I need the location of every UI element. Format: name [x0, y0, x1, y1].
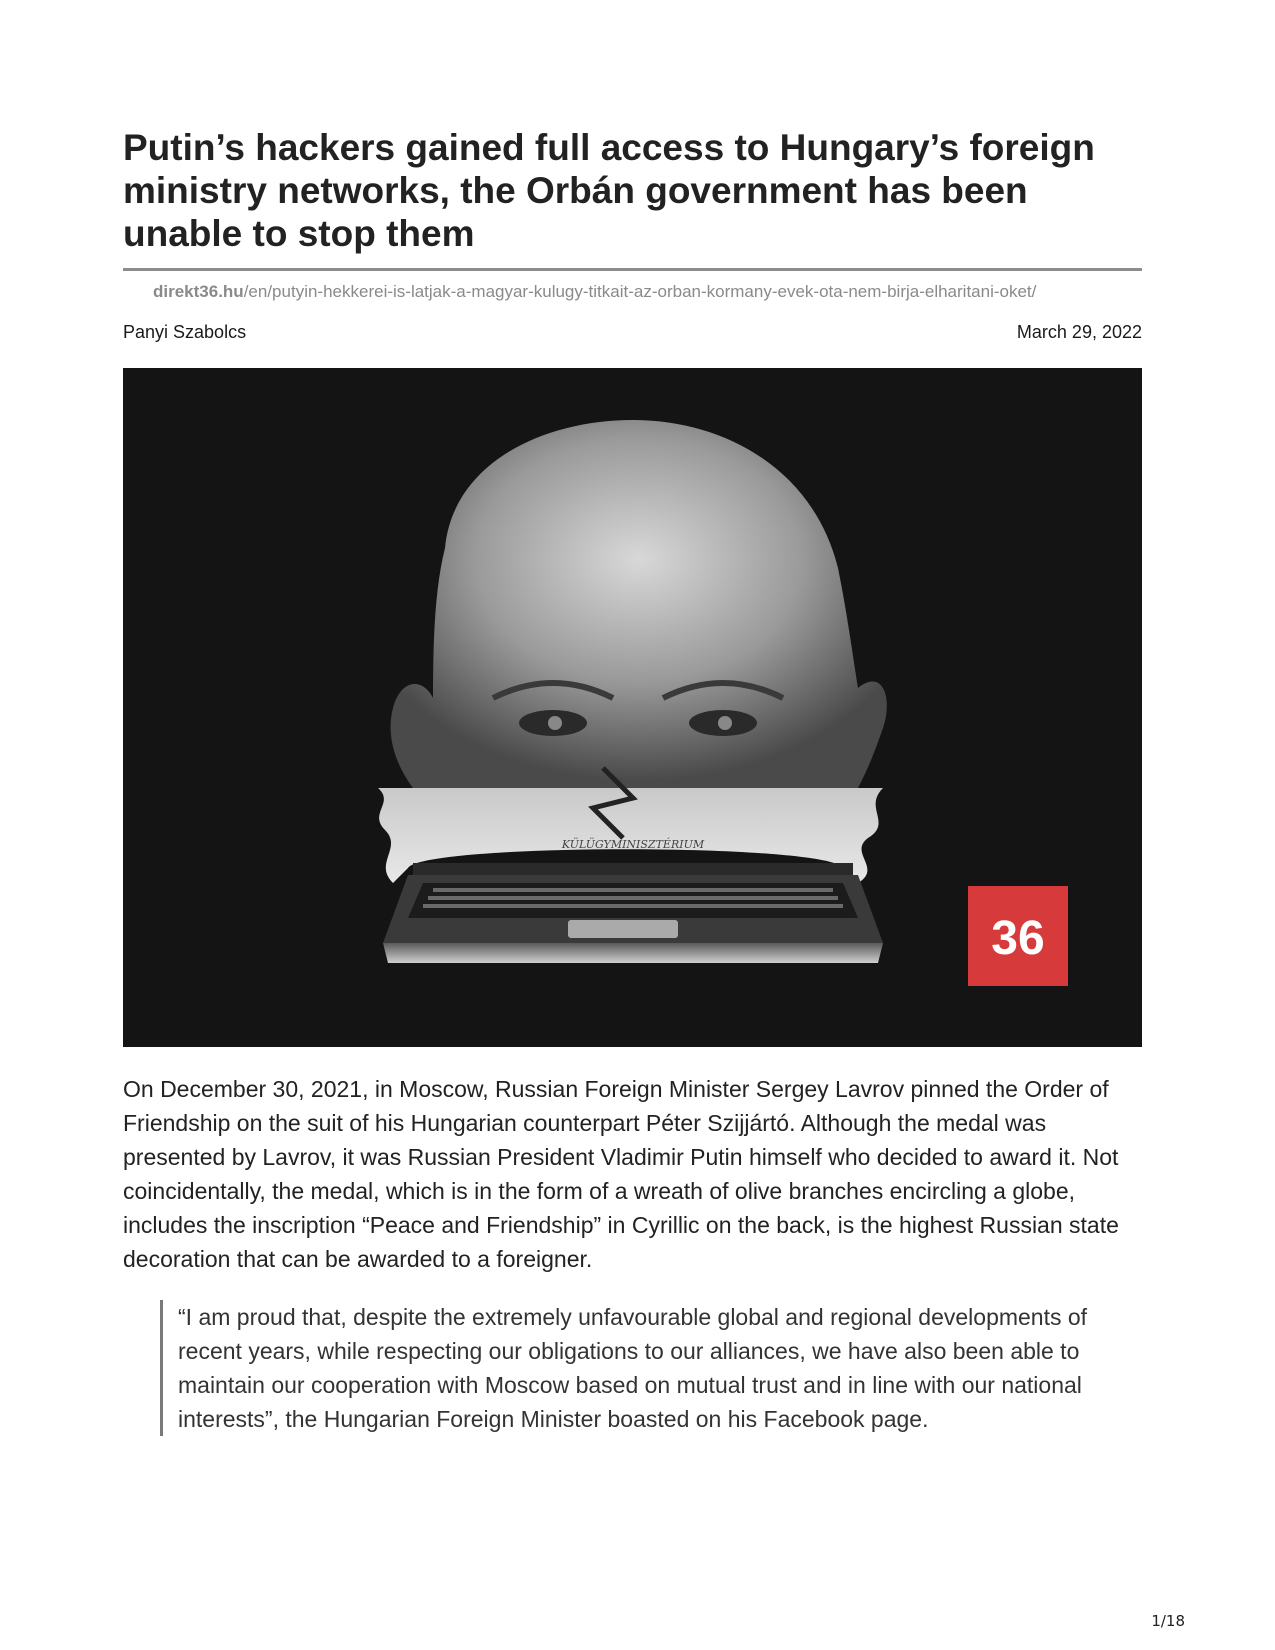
hero-image — [123, 368, 1142, 1047]
publish-date: March 29, 2022 — [1016, 322, 1142, 342]
source-domain: direkt36.hu — [153, 282, 244, 301]
blockquote: “I am proud that, despite the extremely unfavourable global and regional developments of recent years, while respecting our obligations to our alliances, we have also been able to maintain our cooperation with Moscow based on mutual trust and in line with our national interests”, the Hungarian Foreign Minister boasted on his Facebook page. — [160, 1300, 1138, 1436]
source-path: /en/putyin-hekkerei-is-latjak-a-magyar-kulugy-titkait-az-orban-kormany-evek-ota-nem-birja-elharitani-oket/ — [243, 282, 1037, 301]
article-title: Putin’s hackers gained full access to Hungary’s foreign ministry networks, the Orbán government has been unable to stop them — [123, 127, 1095, 254]
screen-caption: KÜLÜGYMINISZTÉRIUM — [561, 838, 705, 851]
title-divider — [123, 268, 1142, 271]
svg-text:36: 36 — [991, 912, 1045, 965]
source-link[interactable] — [153, 282, 1036, 302]
body-paragraph: On December 30, 2021, in Moscow, Russian Foreign Minister Sergey Lavrov pinned the Order of Friendship on the suit of his Hungarian counterpart Péter Szijjártó. Although the medal was presented by Lavrov, it was Russian President Vladimir Putin himself who decided to award it. Not coincidentally, the medal, which is in the form of a wreath of olive branches encircling a globe, includes the inscription “Peace and Friendship” in Cyrillic on the back, is the highest Russian state decoration that can be awarded to a foreigner. — [123, 1076, 1119, 1272]
author-name: Panyi Szabolcs — [123, 322, 247, 342]
page-number: 1/18 — [1151, 1612, 1185, 1630]
